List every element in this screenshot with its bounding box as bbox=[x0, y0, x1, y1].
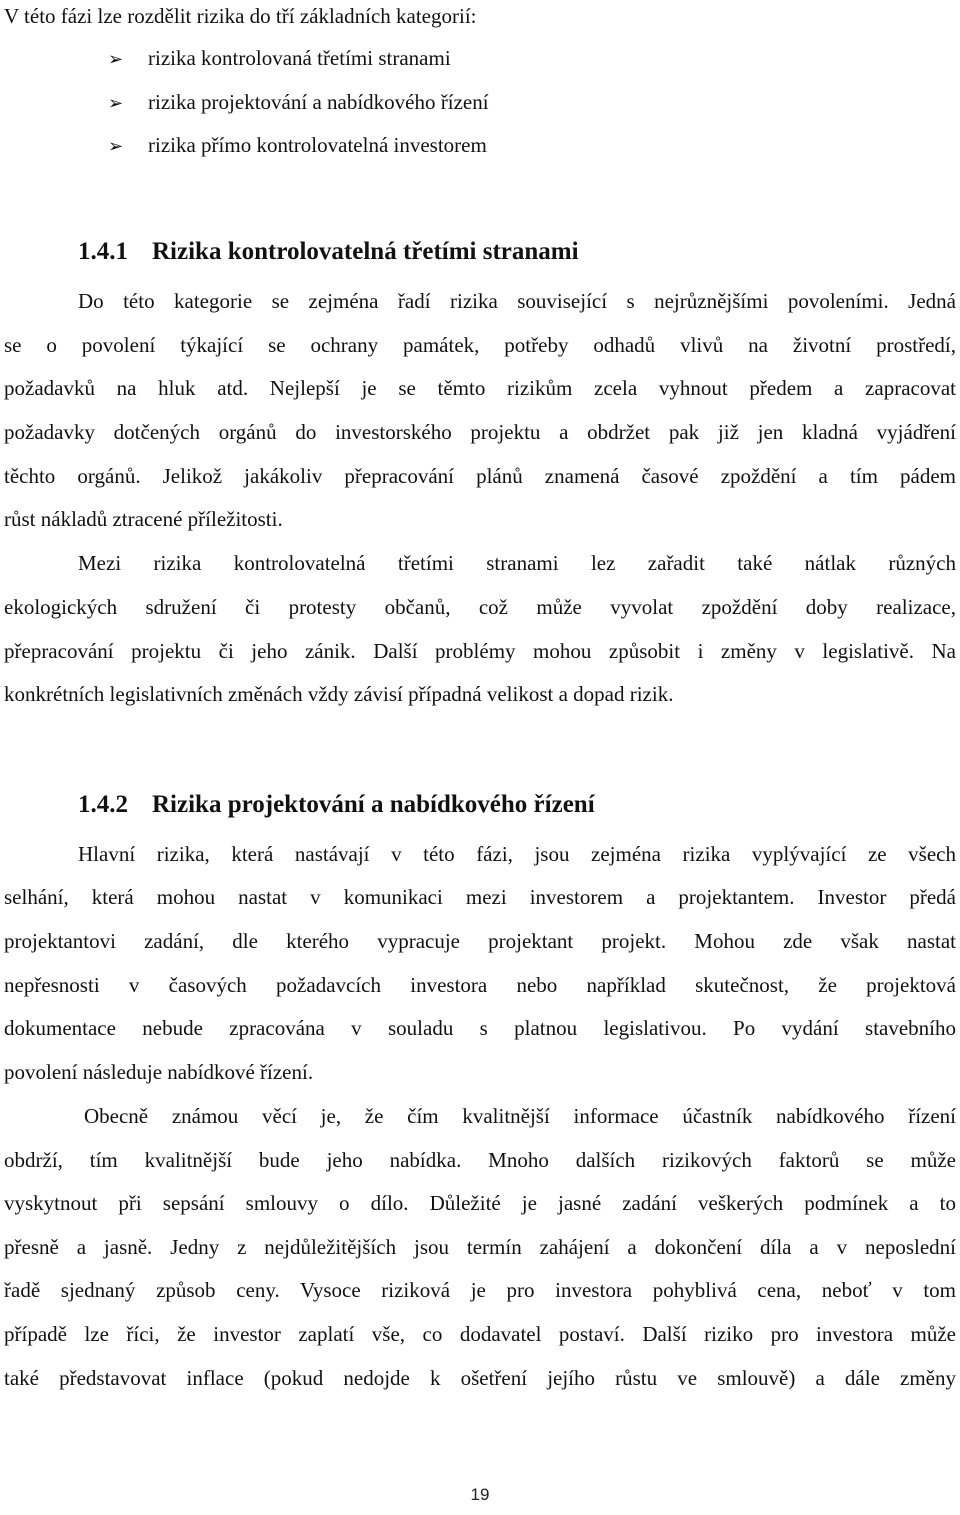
paragraph-line: selhání, která mohou nastat v komunikaci mezi investorem a projektantem. Investor předá bbox=[4, 885, 956, 909]
list-item bbox=[108, 131, 487, 161]
paragraph-line: případě lze říci, že investor zaplatí vše, co dodavatel postaví. Další riziko pro investora může bbox=[4, 1322, 956, 1346]
paragraph-line: Mezi rizika kontrolovatelná třetími stranami lez zařadit také nátlak různých bbox=[78, 551, 956, 575]
page-number: 19 bbox=[470, 1485, 490, 1504]
list-item-text: rizika kontrolovaná třetími stranami bbox=[148, 46, 451, 70]
paragraph-line: také představovat inflace (pokud nedojde k ošetření jejího růstu ve smlouvě) a dále změny bbox=[4, 1366, 956, 1390]
paragraph-line: přesně a jasně. Jedny z nejdůležitějších jsou termín zahájení a dokončení díla a v neposlední bbox=[4, 1235, 956, 1259]
paragraph-line: vyskytnout při sepsání smlouvy o dílo. Důležité je jasné zadání veškerých podmínek a to bbox=[4, 1191, 956, 1215]
section-number: 1.4.2 bbox=[78, 791, 128, 818]
section-heading bbox=[78, 236, 579, 268]
list-item-text: rizika přímo kontrolovatelná investorem bbox=[148, 133, 487, 157]
paragraph-line: dokumentace nebude zpracována v souladu s platnou legislativou. Po vydání stavebního bbox=[4, 1016, 956, 1040]
paragraph-line: řadě sjednaný způsob ceny. Vysoce riziková je pro investora pohyblivá cena, neboť v tom bbox=[4, 1278, 956, 1302]
arrow-bullet-icon: ➢ bbox=[108, 136, 124, 157]
intro-text: V této fázi lze rozdělit rizika do tří základních kategorií: bbox=[4, 4, 477, 28]
paragraph-line: požadavky dotčených orgánů do investorského projektu a obdržet pak již jen kladná vyjádření bbox=[4, 420, 956, 444]
paragraph-line: těchto orgánů. Jelikož jakákoliv přepracování plánů znamená časové zpoždění a tím pádem bbox=[4, 464, 956, 488]
section-heading bbox=[78, 789, 595, 821]
paragraph-line: požadavků na hluk atd. Nejlepší je se těmto rizikům zcela vyhnout předem a zapracovat bbox=[4, 376, 956, 400]
section-title: Rizika kontrolovatelná třetími stranami bbox=[152, 238, 579, 265]
paragraph-line: se o povolení týkající se ochrany památek, potřeby odhadů vlivů na životní prostředí, bbox=[4, 333, 956, 357]
paragraph-line: nepřesnosti v časových požadavcích investora nebo například skutečnost, že projektová bbox=[4, 973, 956, 997]
paragraph-line: obdrží, tím kvalitnější bude jeho nabídka. Mnoho dalších rizikových faktorů se může bbox=[4, 1148, 956, 1172]
paragraph-line: konkrétních legislativních změnách vždy závisí případná velikost a dopad rizik. bbox=[4, 682, 674, 706]
paragraph-line: Hlavní rizika, která nastávají v této fázi, jsou zejména rizika vyplývající ze všech bbox=[78, 842, 956, 866]
arrow-bullet-icon: ➢ bbox=[108, 49, 124, 70]
paragraph-line: přepracování projektu či jeho zánik. Další problémy mohou způsobit i změny v legislativě. Na bbox=[4, 639, 956, 663]
section-number: 1.4.1 bbox=[78, 238, 128, 265]
section-title: Rizika projektování a nabídkového řízení bbox=[152, 791, 595, 818]
paragraph-line: povolení následuje nabídkové řízení. bbox=[4, 1060, 314, 1084]
list-item-text: rizika projektování a nabídkového řízení bbox=[148, 90, 489, 114]
paragraph-line: projektantovi zadání, dle kterého vypracuje projektant projekt. Mohou zde však nastat bbox=[4, 929, 956, 953]
paragraph-line: ekologických sdružení či protesty občanů, což může vyvolat zpoždění doby realizace, bbox=[4, 595, 956, 619]
list-item bbox=[108, 44, 451, 74]
paragraph-line: Obecně známou věcí je, že čím kvalitnější informace účastník nabídkového řízení bbox=[84, 1104, 956, 1128]
arrow-bullet-icon: ➢ bbox=[108, 93, 124, 114]
paragraph-line: Do této kategorie se zejména řadí rizika související s nejrůznějšími povoleními. Jedná bbox=[78, 289, 956, 313]
list-item bbox=[108, 88, 489, 118]
paragraph-line: růst nákladů ztracené příležitosti. bbox=[4, 507, 283, 531]
